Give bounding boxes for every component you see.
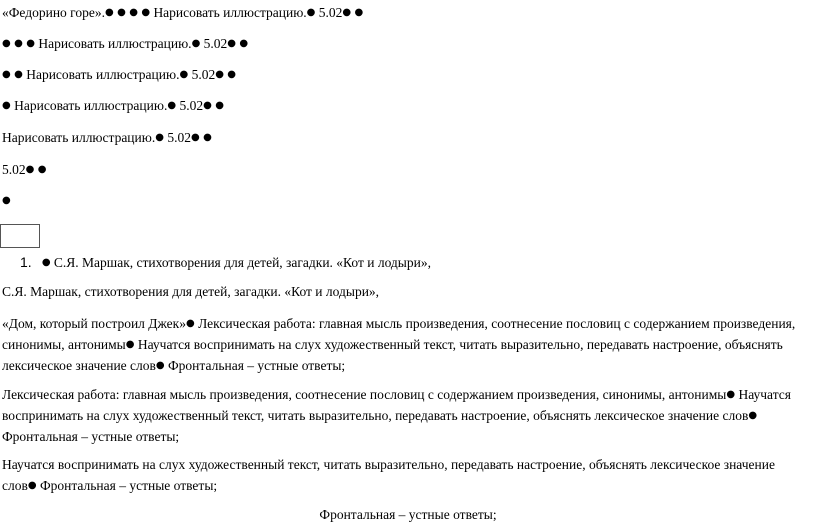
bullet-icon: ● <box>191 38 201 49</box>
paragraph-text: Научатся воспринимать на слух художественный текст, читать выразительно, передавать настроение, объяснять лексическое значение слов <box>2 337 783 373</box>
bullet-icon: ● <box>354 7 364 18</box>
paragraph-text: Научатся воспринимать на слух художественный текст, читать выразительно, передавать настроение, объяснять лексическое значение слов <box>2 387 791 423</box>
bullet-icon: ● <box>227 69 237 80</box>
text-row-4 <box>2 98 224 114</box>
bullet-icon: ● <box>2 69 11 80</box>
bullet-icon: ● <box>342 7 352 18</box>
paragraph-text: Фронтальная – устные ответы; <box>36 478 218 493</box>
bullet-icon: ● <box>227 38 237 49</box>
bullet-icon: ● <box>26 38 35 49</box>
bullet-icon: ● <box>2 100 11 111</box>
bullet-icon: ● <box>155 132 164 143</box>
list-text: С.Я. Маршак, стихотворения для детей, загадки. «Кот и лодыри», <box>53 255 431 270</box>
bullet-icon: ● <box>125 339 135 350</box>
paragraph-text: Фронтальная – устные ответы; <box>319 507 497 522</box>
bullet-icon: ● <box>185 318 195 329</box>
bullet-icon: ● <box>27 480 37 491</box>
paragraph-3 <box>2 384 802 447</box>
row-date: 5.02 <box>188 67 216 82</box>
paragraph-text: Научатся воспринимать на слух художественный текст, читать выразительно, передавать настроение, объяснять лексическое значение слов <box>2 457 775 493</box>
row-text: Нарисовать иллюстрацию. <box>26 67 180 82</box>
text-row-1 <box>2 5 363 21</box>
row-text: Нарисовать иллюстрацию. <box>153 5 307 20</box>
paragraph-text: Лексическая работа: главная мысль произведения, соотнесение пословиц с содержанием произведения, синонимы, антонимы <box>2 316 796 352</box>
bullet-icon: ● <box>179 69 189 80</box>
row-date: 5.02 <box>163 130 191 145</box>
final-line <box>0 507 816 523</box>
text-row-7 <box>2 193 11 209</box>
bullet-icon: ● <box>190 132 200 143</box>
bullet-icon: ● <box>215 69 224 80</box>
text-row-6 <box>2 162 46 178</box>
text-row-5 <box>2 130 212 146</box>
paragraph-text: «Дом, который построил Джек» <box>2 316 186 331</box>
paragraph-text: Лексическая работа: главная мысль произведения, соотнесение пословиц с содержанием произведения, синонимы, антонимы <box>2 387 727 402</box>
bullet-icon: ● <box>14 69 23 80</box>
bullet-icon: ● <box>239 38 249 49</box>
bullet-icon: ● <box>117 7 126 18</box>
row-date: 5.02 <box>315 5 343 20</box>
list-item <box>20 254 431 271</box>
list-number: 1. <box>20 254 32 270</box>
row-date: 5.02 <box>176 98 204 113</box>
row-lead: «Федорино горе». <box>2 5 105 20</box>
text-row-2 <box>2 36 248 52</box>
bullet-icon: ● <box>41 257 51 268</box>
bullet-icon: ● <box>726 389 736 400</box>
bullet-icon: ● <box>155 360 165 371</box>
bullet-icon: ● <box>141 7 151 18</box>
bullet-icon: ● <box>37 164 47 175</box>
paragraph-2 <box>2 313 802 376</box>
paragraph-1 <box>2 284 379 300</box>
bullet-icon: ● <box>105 7 114 18</box>
bullet-icon: ● <box>748 410 758 421</box>
bullet-icon: ● <box>306 7 316 18</box>
bullet-icon: ● <box>167 100 177 111</box>
row-date: 5.02 <box>2 162 26 177</box>
row-date: 5.02 <box>200 36 228 51</box>
bullet-icon: ● <box>203 132 212 143</box>
bullet-icon: ● <box>215 100 224 111</box>
bullet-icon: ● <box>203 100 212 111</box>
paragraph-text: Фронтальная – устные ответы; <box>2 429 180 444</box>
paragraph-text: С.Я. Маршак, стихотворения для детей, загадки. «Кот и лодыри», <box>2 284 380 299</box>
bullet-icon: ● <box>25 164 35 175</box>
text-row-3 <box>2 67 236 83</box>
row-text: Нарисовать иллюстрацию. <box>2 130 156 145</box>
bullet-icon: ● <box>129 7 138 18</box>
paragraph-4 <box>2 454 802 496</box>
row-text: Нарисовать иллюстрацию. <box>14 98 168 113</box>
row-text: Нарисовать иллюстрацию. <box>38 36 192 51</box>
empty-cell-box <box>0 224 40 248</box>
bullet-icon: ● <box>2 38 11 49</box>
paragraph-text: Фронтальная – устные ответы; <box>164 358 346 373</box>
bullet-icon: ● <box>2 195 11 206</box>
bullet-icon: ● <box>14 38 23 49</box>
